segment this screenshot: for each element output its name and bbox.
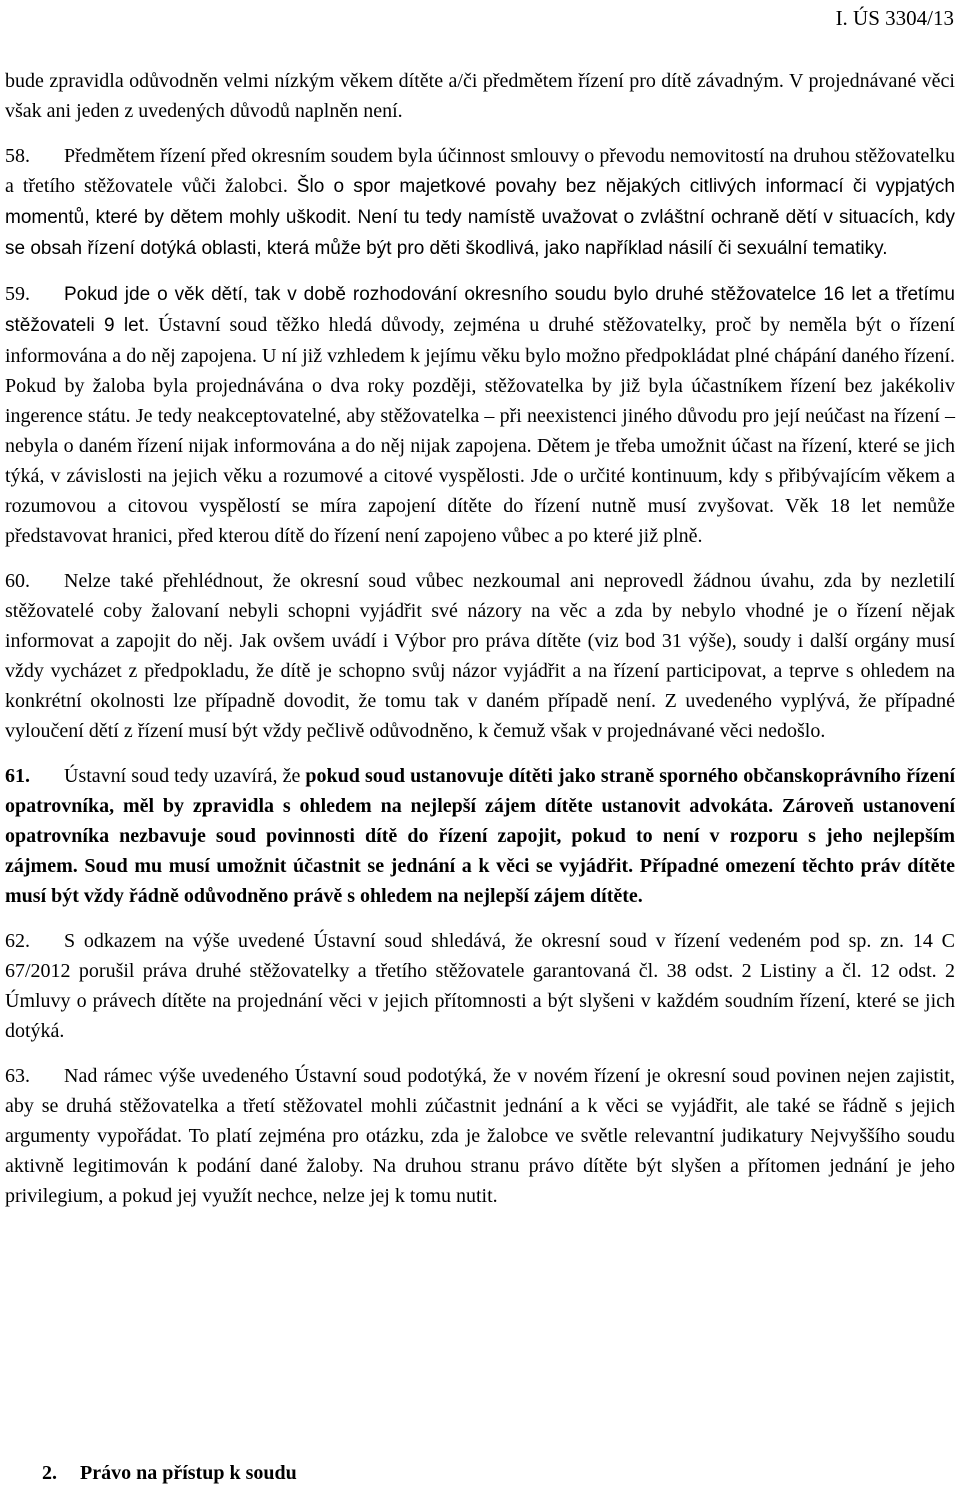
section-title: Právo na přístup k soudu: [80, 1462, 297, 1484]
section-number: 2.: [42, 1462, 57, 1484]
paragraph-number: 61.: [5, 765, 30, 787]
case-reference: I. ÚS 3304/13: [835, 6, 954, 30]
paragraph-number: 63.: [5, 1065, 30, 1087]
paragraph-61-bold: pokud soud ustanovuje dítěti jako straně sporného občanskoprávního řízení opatrovníka, měl by zpravidla s ohledem na nejlepší zájem dítěte ustanovit advokáta. Zároveň ustanovení opatrovníka nezbavuje soud povinnosti dítě do řízení zapojit, pokud to není v rozporu s jeho nejlepším zájmem. Soud mu musí umožnit účastnit se jednání a k věci se vyjádřit. Případné omezení těchto práv dítěte musí být vždy řádně odůvodněno právě s ohledem na nejlepší zájem dítěte.: [5, 765, 955, 907]
paragraph-59: [5, 279, 955, 551]
paragraph-62: [5, 926, 955, 1046]
paragraph-number: 60.: [5, 570, 30, 592]
paragraph-59-part-b: Ústavní soud těžko hledá důvody, zejména u druhé stěžovatelky, proč by neměla být o řízení informována a do něj zapojena. U ní již vzhledem k jejímu věku bylo možno předpokládat plné chápání daného řízení. Pokud by žaloba byla projednávána o dva roky později, stěžovatelka by již byla účastníkem řízení bez jakékoliv ingerence státu. Je tedy neakceptovatelné, aby stěžovatelka – při neexistenci jiného důvodu pro její neúčast na řízení – nebyla o daném řízení nijak informována a do něj nijak zapojena. Dětem je třeba umožnit účast na řízení, které se jich týká, v závislosti na jejich věku a rozumové a citové vyspělosti. Jde o určité kontinuum, kdy s přibývajícím věkem a rozumovou a citovou vyspělostí se míra zapojení dítěte do řízení nutně musí zvyšovat. Věk 18 let nemůže představovat hranici, před kterou dítě do řízení není zapojeno vůbec a po které již plně.: [5, 314, 955, 547]
section-heading: [42, 1458, 297, 1488]
paragraph-number: 62.: [5, 930, 30, 952]
paragraph-58-part-a: Předmětem řízení před okresním soudem byla účinnost smlouvy o převodu nemovitostí na druhou stěžovatelku a třetího stěžovatele vůči žalobci.: [5, 145, 955, 197]
paragraph-60-text: Nelze také přehlédnout, že okresní soud vůbec nezkoumal ani neprovedl žádnou úvahu, zda by nezletilí stěžovatelé coby žalovaní nebyli schopni vyjádřit své názory na věc a zda by nebylo vhodné je o řízení nějak informovat a zapojit do něj. Jak ovšem uvádí i Výbor pro práva dítěte (viz bod 31 výše), soudy i další orgány musí vždy vycházet z předpokladu, že dítě je schopno svůj názor vyjádřit a na řízení participovat, a teprve s ohledem na konkrétní okolnosti lze případně dovodit, že tomu tak v daném případě není. Z uvedeného vyplývá, že případné vyloučení dětí z řízení musí být vždy pečlivě odůvodněno, k čemuž však v projednávané věci nedošlo.: [5, 570, 955, 742]
paragraph-57-continuation: bude zpravidla odůvodněn velmi nízkým věkem dítěte a/či předmětem řízení pro dítě závadným. V projednávané věci však ani jeden z uvedených důvodů naplněn není.: [5, 70, 955, 122]
paragraph-62-text: S odkazem na výše uvedené Ústavní soud shledává, že okresní soud v řízení vedeném pod sp. zn. 14 C 67/2012 porušil práva druhé stěžovatelky a třetího stěžovatele garantovaná čl. 38 odst. 2 Listiny a čl. 12 odst. 2 Úmluvy o právech dítěte na projednání věci v jejich přítomnosti a být slyšeni v každém soudním řízení, které se jich dotýká.: [5, 930, 955, 1042]
paragraph-63-text: Nad rámec výše uvedeného Ústavní soud podotýká, že v novém řízení je okresní soud povinen nejen zajistit, aby se druhá stěžovatelka a třetí stěžovatel mohli zúčastnit jednání a k věci se vyjádřit, ale také se řádně s jejich argumenty vypořádat. To platí zejména pro otázku, zda je žalobce ve světle relevantní judikatury Nejvyššího soudu aktivně legitimován k podání dané žaloby. Na druhou stranu právo dítěte být slyšen a přítomen jednání je jeho privilegium, a pokud jej využít nechce, nelze jej k tomu nutit.: [5, 1065, 955, 1207]
paragraph-63: [5, 1061, 955, 1211]
paragraph-number: 59.: [5, 283, 30, 305]
paragraph-number: 58.: [5, 145, 30, 167]
paragraph-58: [5, 141, 955, 264]
paragraph-61: [5, 761, 955, 911]
paragraph-60: [5, 566, 955, 746]
paragraph-61-lead: Ústavní soud tedy uzavírá, že: [64, 765, 301, 787]
paragraph-59-part-a: Pokud jde o věk dětí, tak v době rozhodování okresního soudu bylo druhé stěžovatelce 16 let a třetímu stěžovateli 9 let.: [5, 284, 955, 336]
paragraph-58-part-b: Šlo o spor majetkové povahy bez nějakých citlivých informací či vypjatých momentů, které by dětem mohly uškodit. Není tu tedy namístě uvažovat o zvláštní ochraně dětí v situacích, kdy se obsah řízení dotýká oblasti, která může být pro děti škodlivá, jako například násilí či sexuální tematiky.: [5, 176, 955, 259]
document-body: [5, 66, 955, 1211]
